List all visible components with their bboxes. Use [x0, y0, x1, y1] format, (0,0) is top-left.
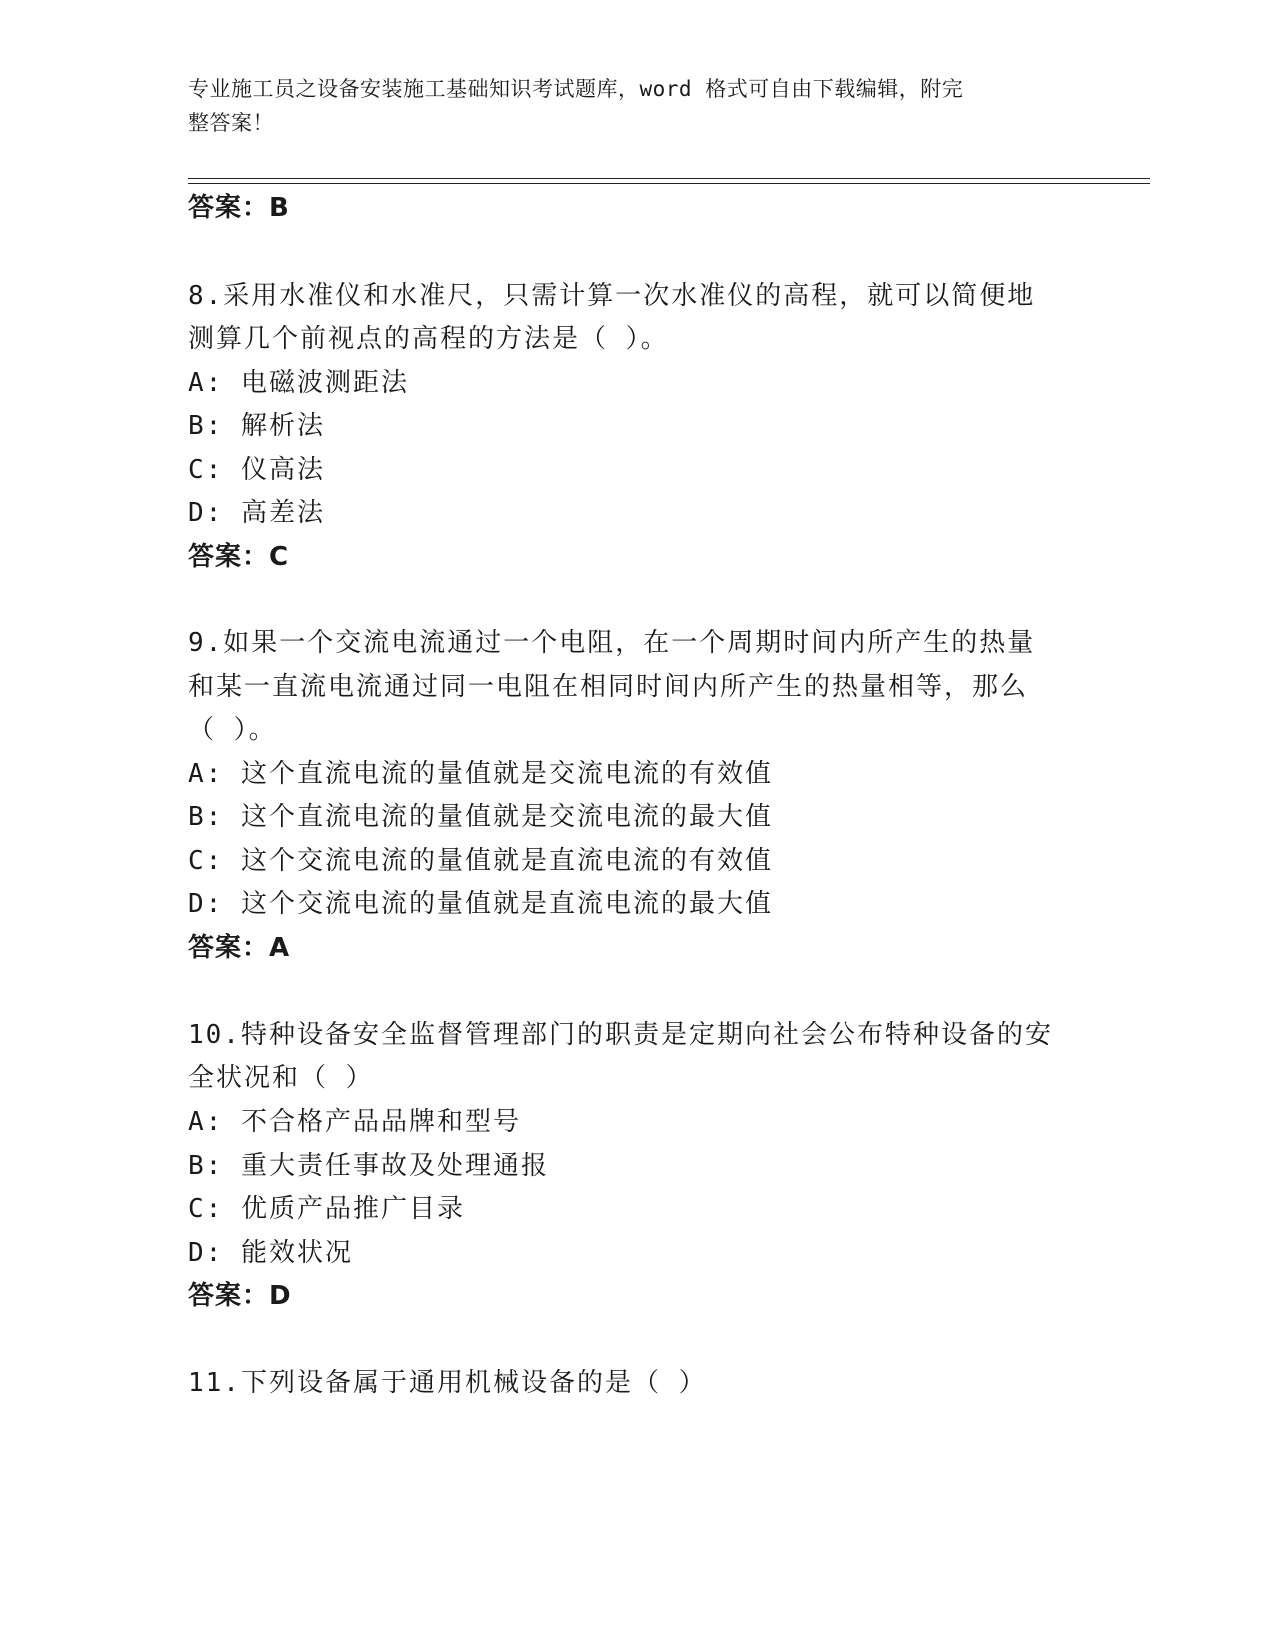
question-8-stem-line-2: 测算几个前视点的高程的方法是（ ）。	[188, 324, 669, 354]
question-8-option-c: C: 仪高法	[188, 455, 325, 485]
header-divider-top	[188, 178, 1150, 179]
question-8-answer: 答案：C	[188, 542, 290, 572]
question-10-option-b: B: 重大责任事故及处理通报	[188, 1151, 549, 1181]
question-9-stem-line-3: （ ）。	[188, 715, 277, 745]
header-line-1: 专业施工员之设备安装施工基础知识考试题库，word 格式可自由下载编辑，附完	[188, 77, 964, 101]
question-9-answer: 答案：A	[188, 933, 291, 963]
question-10-option-a: A: 不合格产品品牌和型号	[188, 1107, 521, 1137]
question-10-option-d: D: 能效状况	[188, 1238, 353, 1268]
header-divider-bottom	[188, 183, 1150, 184]
question-9-option-c: C: 这个交流电流的量值就是直流电流的有效值	[188, 846, 773, 876]
question-10-option-c: C: 优质产品推广目录	[188, 1194, 465, 1224]
question-10-stem-line-1: 10.特种设备安全监督管理部门的职责是定期向社会公布特种设备的安	[188, 1020, 1053, 1050]
question-8-option-a: A: 电磁波测距法	[188, 368, 409, 398]
question-8-option-b: B: 解析法	[188, 411, 325, 441]
question-9-option-b: B: 这个直流电流的量值就是交流电流的最大值	[188, 802, 773, 832]
document-header	[188, 72, 1068, 140]
header-line-2: 整答案！	[188, 111, 274, 135]
previous-answer: 答案：B	[188, 193, 290, 223]
question-9-option-d: D: 这个交流电流的量值就是直流电流的最大值	[188, 889, 773, 919]
question-8-stem-line-1: 8.采用水准仪和水准尺，只需计算一次水准仪的高程，就可以简便地	[188, 281, 1036, 311]
question-9-option-a: A: 这个直流电流的量值就是交流电流的有效值	[188, 759, 773, 789]
question-10-answer: 答案：D	[188, 1281, 292, 1311]
question-9-stem-line-2: 和某一直流电流通过同一电阻在相同时间内所产生的热量相等，那么	[188, 672, 1029, 702]
question-8-option-d: D: 高差法	[188, 498, 325, 528]
question-9-stem-line-1: 9.如果一个交流电流通过一个电阻，在一个周期时间内所产生的热量	[188, 628, 1036, 658]
question-11-stem-line-1: 11.下列设备属于通用机械设备的是（ ）	[188, 1368, 707, 1398]
question-10-stem-line-2: 全状况和（ ）	[188, 1063, 374, 1093]
